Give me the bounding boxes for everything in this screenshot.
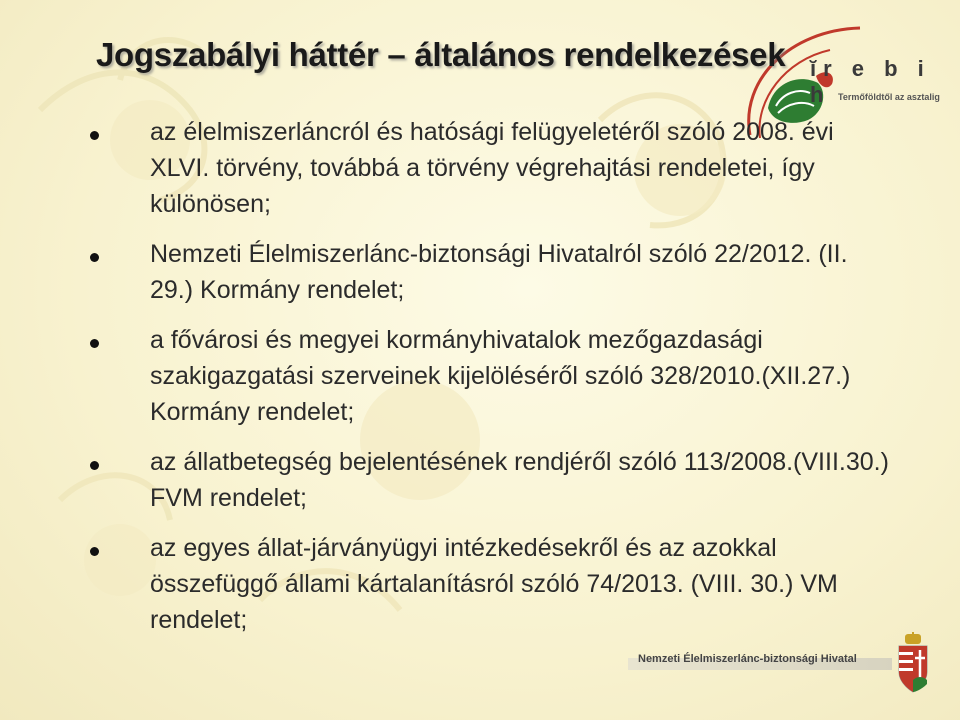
bullet-list: [90, 114, 890, 638]
footer-org-name: Nemzeti Élelmiszerlánc-biztonsági Hivatal: [638, 653, 857, 665]
list-item-text: az egyes állat-járványügyi intézkedésekről és az azokkal összefüggő állami kártalanításról szóló 74/2013. (VIII. 30.) VM rendelet;: [150, 534, 838, 634]
bullet-icon: [90, 131, 99, 140]
logo-brand: ĭr e b i h: [810, 56, 931, 107]
bullet-icon: [90, 253, 99, 262]
list-item: [90, 444, 890, 516]
bullet-icon: [90, 547, 99, 556]
bullet-icon: [90, 339, 99, 348]
slide-title: Jogszabályi háttér – általános rendelkezések: [96, 36, 786, 73]
list-item: [90, 236, 890, 308]
list-item-text: az élelmiszerláncról és hatósági felügyeletéről szóló 2008. évi XLVI. törvény, továbbá a törvény végrehajtási rendeletei, így különösen;: [150, 118, 834, 218]
list-item-text: az állatbetegség bejelentésének rendjéről szóló 113/2008.(VIII.30.) FVM rendelet;: [150, 448, 889, 512]
list-item: [90, 322, 890, 430]
list-item-text: a fővárosi és megyei kormányhivatalok mezőgazdasági szakigazgatási szerveinek kijelöléséről szóló 328/2010.(XII.27.) Kormány rendelet;: [150, 326, 851, 426]
bullet-icon: [90, 461, 99, 470]
list-item-text: Nemzeti Élelmiszerlánc-biztonsági Hivatalról szóló 22/2012. (II. 29.) Kormány rendelet;: [150, 240, 848, 304]
hungarian-coat-of-arms-icon: [893, 632, 933, 694]
list-item: [90, 114, 890, 222]
logo-tagline: Termőföldtől az asztalig: [838, 92, 940, 102]
list-item: [90, 530, 890, 638]
